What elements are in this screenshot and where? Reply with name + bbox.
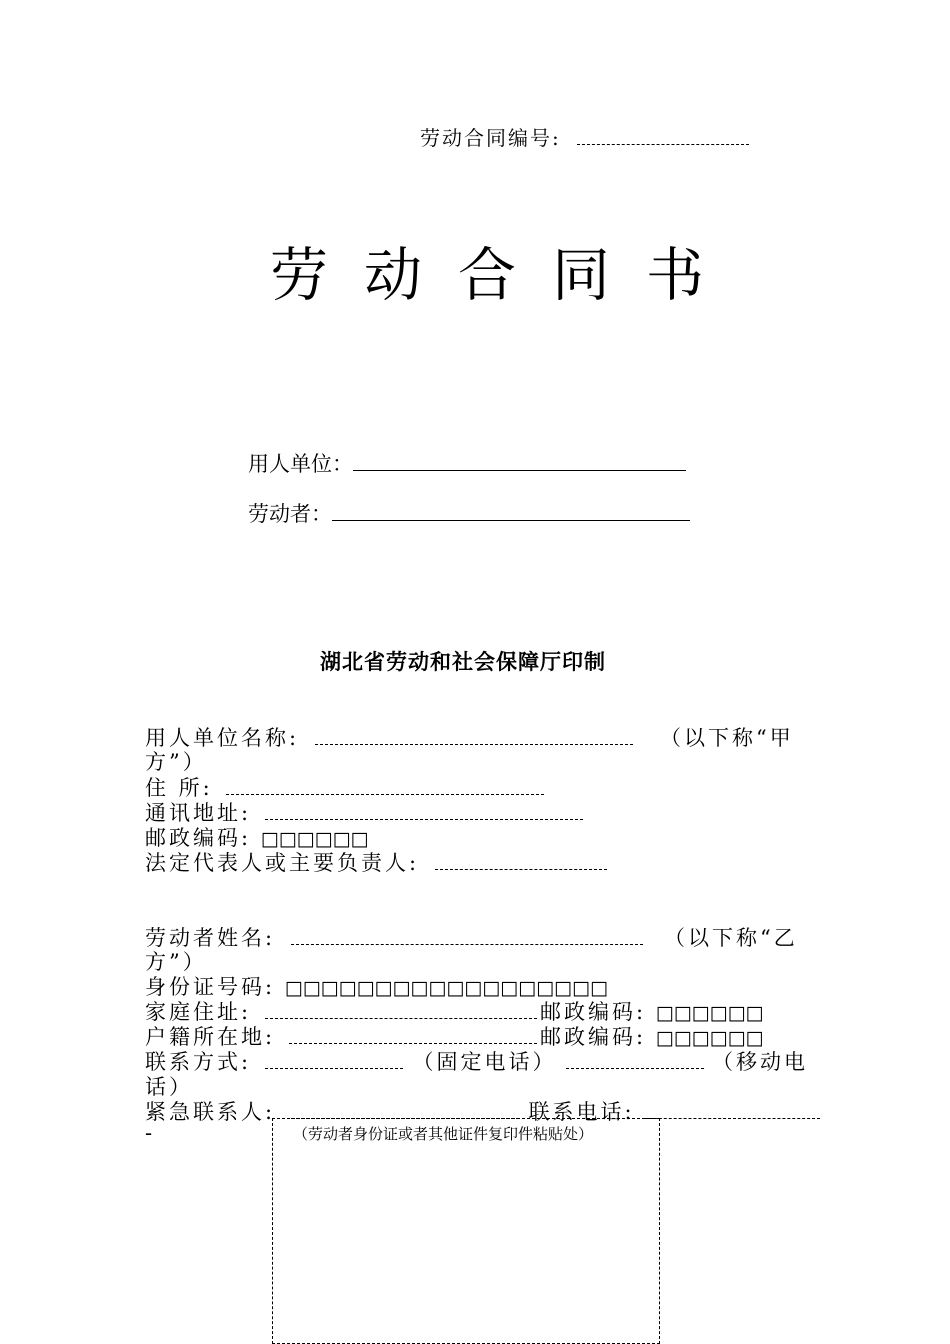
employer-label: 用人单位：: [248, 452, 353, 476]
party-b-contact-row: [145, 1046, 704, 1076]
party-b-home-blank[interactable]: [265, 1004, 537, 1019]
party-a-name-blank[interactable]: [315, 730, 633, 745]
party-b-home-label: 家庭住址:: [145, 1000, 252, 1024]
party-b-alias-2: 方”）: [145, 950, 207, 974]
party-b-mobile-label-2: 话）: [145, 1075, 193, 1099]
party-b-landline-label: （固定电话）: [412, 1050, 557, 1074]
id-copy-paste-area: [272, 1118, 660, 1344]
contract-number-line: [420, 122, 749, 151]
party-b-wrap-dash: -: [145, 1121, 156, 1145]
party-b-id-boxes[interactable]: □□□□□□□□□□□□□□□□□□: [284, 977, 608, 999]
party-b-home-postcode-label: 邮政编码:: [540, 1000, 647, 1024]
party-a-legal-rep-blank[interactable]: [435, 855, 607, 870]
party-a-postcode-boxes[interactable]: □□□□□□: [260, 828, 369, 850]
party-a-name-row: [145, 722, 633, 752]
party-b-emergency-label: 紧急联系人:: [145, 1100, 276, 1124]
party-b-name-blank[interactable]: [291, 930, 643, 945]
employer-blank[interactable]: [353, 452, 686, 471]
party-a-postcode-label: 邮政编码:: [145, 826, 252, 850]
party-a-address-blank[interactable]: [226, 780, 544, 795]
party-a-alias-2: 方”）: [145, 750, 207, 774]
party-b-mobile-label-1: （移动电: [712, 1050, 808, 1074]
contract-number-blank[interactable]: [577, 130, 749, 145]
party-b-name-row: [145, 922, 643, 952]
party-b-contact-label: 联系方式:: [145, 1050, 252, 1074]
party-b-landline-blank[interactable]: [265, 1054, 403, 1069]
paste-area-label: （劳动者身份证或者其他证件复印件粘贴处）: [293, 1125, 594, 1143]
party-b-emergency-phone-blank[interactable]: [644, 1104, 820, 1119]
party-a-name-label: 用人单位名称:: [145, 726, 300, 750]
party-b-alias-1: （以下称“乙: [664, 926, 798, 950]
party-b-hukou-label: 户籍所在地:: [145, 1025, 276, 1049]
contract-number-label: 劳动合同编号:: [420, 126, 561, 150]
worker-blank[interactable]: [332, 502, 690, 521]
party-a-mail-label: 通讯地址:: [145, 801, 252, 825]
party-b-hukou-postcode-label: 邮政编码:: [540, 1025, 647, 1049]
party-b-home-postcode-boxes[interactable]: □□□□□□: [655, 1002, 764, 1024]
party-b-hukou-blank[interactable]: [289, 1029, 537, 1044]
party-b-hukou-postcode-boxes[interactable]: □□□□□□: [655, 1027, 764, 1049]
party-b-name-label: 劳动者姓名:: [145, 926, 276, 950]
employer-field: [248, 448, 686, 478]
worker-label: 劳动者：: [248, 502, 332, 526]
party-b-mobile-blank[interactable]: [566, 1054, 704, 1069]
party-b-emergency-blank[interactable]: [291, 1104, 519, 1119]
page-title: 劳动合同书: [270, 241, 741, 309]
party-a-legal-rep-label: 法定代表人或主要负责人:: [145, 851, 420, 875]
party-b-id-label: 身份证号码:: [145, 975, 276, 999]
publisher: 湖北省劳动和社会保障厅印制: [320, 650, 606, 674]
party-a-address-label: 住 所:: [145, 776, 213, 800]
worker-field: [248, 498, 690, 528]
party-b-emergency-phone-label: 联系电话:: [528, 1100, 635, 1124]
party-a-alias-1: （以下称“甲: [660, 726, 794, 750]
party-a-mail-blank[interactable]: [265, 805, 583, 820]
party-a-legal-rep-row: [145, 847, 607, 877]
